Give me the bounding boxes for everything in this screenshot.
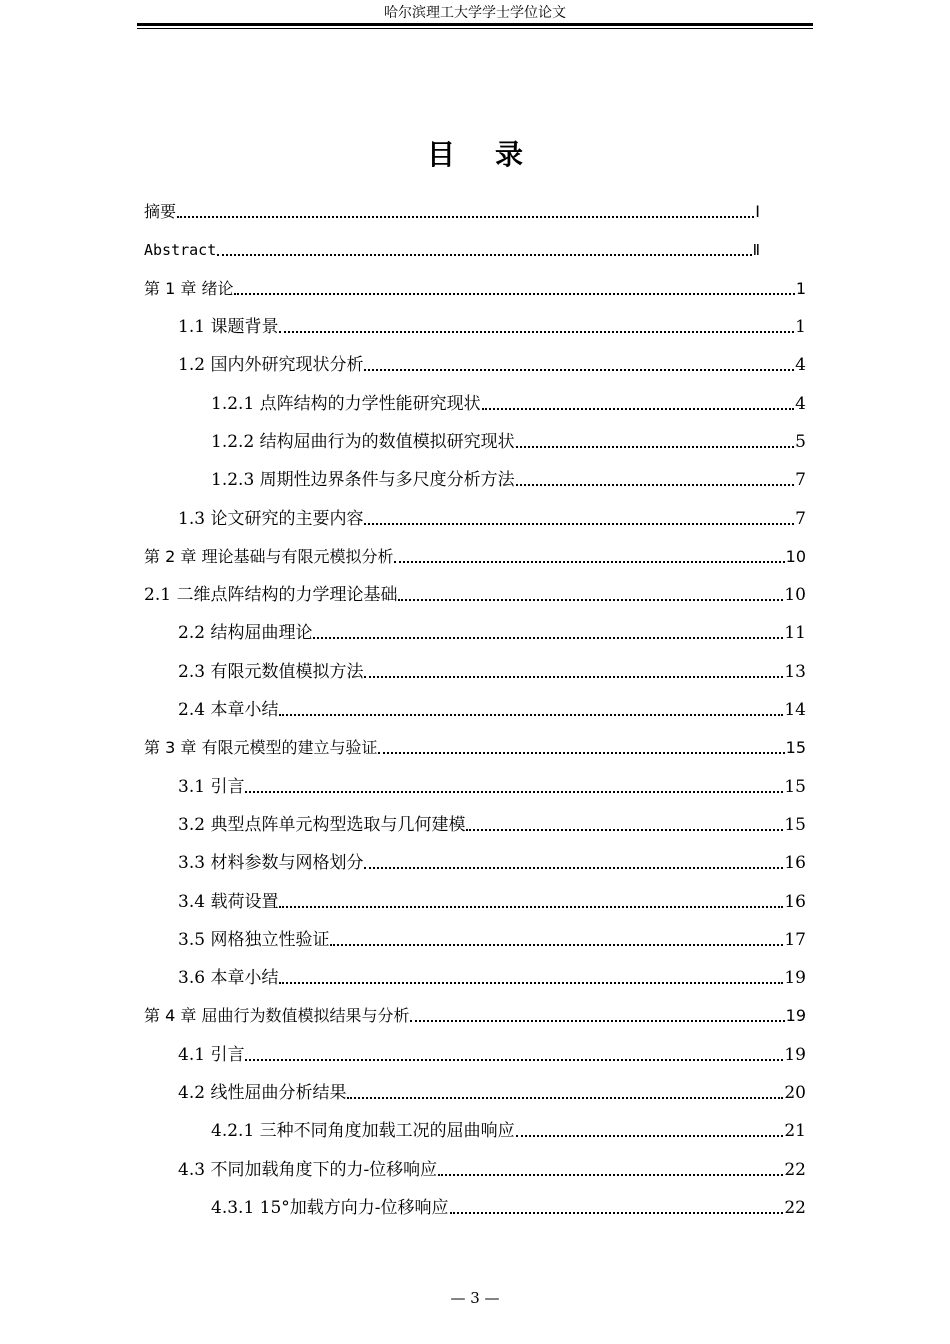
toc-entry-page: 1 — [795, 279, 806, 298]
toc-entry-label: 4.2.1 三种不同角度加载工况的屈曲响应 — [211, 1121, 515, 1141]
page-title: 目录 — [426, 138, 563, 171]
toc-entry-page: 20 — [784, 1083, 806, 1103]
toc-entry-label: 2.2 结构屈曲理论 — [178, 623, 313, 643]
toc-entry-chapter-1[interactable] — [144, 278, 806, 300]
toc-entry-page: 15 — [784, 815, 806, 835]
dot-leader — [378, 752, 784, 754]
toc-entry-label: 1.2.2 结构屈曲行为的数值模拟研究现状 — [211, 432, 515, 452]
dot-leader — [394, 561, 784, 563]
toc-entry-section[interactable] — [178, 852, 806, 874]
toc-entry-page: 17 — [784, 930, 806, 950]
toc-entry-page: 1 — [795, 317, 806, 337]
toc-entry-label: 1.2.3 周期性边界条件与多尺度分析方法 — [211, 470, 515, 490]
dot-leader — [245, 1059, 783, 1061]
toc-entry-label: Abstract — [144, 241, 217, 259]
dot-leader — [398, 599, 783, 601]
toc-entry-page: 19 — [785, 1006, 806, 1025]
toc-entry-chapter-2[interactable] — [144, 546, 806, 568]
toc-entry-section[interactable] — [178, 699, 806, 721]
toc-entry-chapter-3[interactable] — [144, 737, 806, 759]
dot-leader — [516, 484, 795, 486]
dot-leader — [466, 829, 783, 831]
toc-entry-section[interactable] — [178, 1159, 806, 1181]
toc-entry-label: 第 1 章 绪论 — [144, 279, 234, 298]
toc-entry-label: 3.2 典型点阵单元构型选取与几何建模 — [178, 815, 466, 835]
dot-leader — [234, 293, 794, 295]
toc-entry-page: 15 — [785, 738, 806, 757]
toc-entry-label: 3.6 本章小结 — [178, 968, 279, 988]
toc-entry-page: I — [755, 202, 760, 221]
toc-entry-page: 4 — [795, 355, 806, 375]
toc-entry-page: 10 — [784, 585, 806, 605]
header-rule — [137, 23, 813, 26]
dot-leader — [450, 1212, 784, 1214]
toc-entry-label: 1.3 论文研究的主要内容 — [178, 509, 364, 529]
toc-entry-label: 3.5 网格独立性验证 — [178, 930, 330, 950]
toc-entry-page: 14 — [784, 700, 806, 720]
toc-entry-page: 19 — [784, 1045, 806, 1065]
toc-entry-section[interactable] — [178, 661, 806, 683]
toc-entry-section[interactable] — [178, 776, 806, 798]
dot-leader — [438, 1174, 783, 1176]
toc-entry-section[interactable] — [178, 316, 806, 338]
toc-entry-abstract-en[interactable] — [144, 239, 760, 261]
dot-leader — [482, 408, 795, 410]
dot-leader — [364, 369, 794, 371]
toc-entry-page: Ⅱ — [752, 241, 760, 259]
toc-entry-chapter-4[interactable] — [144, 1005, 806, 1027]
toc-entry-label: 4.3 不同加载角度下的力-位移响应 — [178, 1160, 438, 1180]
toc-entry-page: 22 — [784, 1198, 806, 1218]
toc-entry-section[interactable] — [178, 967, 806, 989]
dot-leader — [330, 944, 783, 946]
toc-entry-section[interactable] — [178, 891, 806, 913]
toc-entry-page: 21 — [784, 1121, 806, 1141]
dot-leader — [364, 523, 794, 525]
toc-entry-label: 2.3 有限元数值模拟方法 — [178, 662, 364, 682]
toc-entry-label: 2.1 二维点阵结构的力学理论基础 — [144, 585, 398, 605]
toc-entry-subsection[interactable] — [211, 469, 806, 491]
dot-leader — [279, 714, 783, 716]
toc-entry-subsection[interactable] — [211, 431, 806, 453]
toc-entry-label: 3.1 引言 — [178, 777, 245, 797]
dot-leader — [347, 1097, 783, 1099]
running-header: 哈尔滨理工大学学士学位论文 — [384, 5, 566, 21]
dot-leader — [364, 867, 783, 869]
dot-leader — [313, 637, 783, 639]
toc-entry-section[interactable] — [178, 929, 806, 951]
dot-leader — [217, 254, 751, 256]
dot-leader — [516, 1135, 784, 1137]
toc-entry-page: 7 — [795, 470, 806, 490]
toc-entry-page: 22 — [784, 1160, 806, 1180]
toc-entry-section[interactable] — [178, 354, 806, 376]
toc-entry-page: 4 — [795, 394, 806, 414]
toc-entry-subsection[interactable] — [211, 1120, 806, 1142]
toc-entry-subsection[interactable] — [211, 393, 806, 415]
toc-entry-label: 4.1 引言 — [178, 1045, 245, 1065]
dot-leader — [279, 331, 794, 333]
toc-entry-page: 11 — [784, 623, 806, 643]
dot-leader — [364, 676, 783, 678]
toc-entry-section[interactable] — [178, 622, 806, 644]
toc-entry-page: 13 — [784, 662, 806, 682]
toc-entry-label: 1.1 课题背景 — [178, 317, 279, 337]
toc-entry-label: 1.2.1 点阵结构的力学性能研究现状 — [211, 394, 481, 414]
toc-entry-label: 1.2 国内外研究现状分析 — [178, 355, 364, 375]
toc-entry-abstract-cn[interactable] — [144, 201, 760, 223]
toc-entry-page: 16 — [784, 853, 806, 873]
toc-entry-section[interactable] — [178, 814, 806, 836]
toc-entry-label: 摘要 — [144, 202, 177, 221]
toc-entry-label: 第 3 章 有限元模型的建立与验证 — [144, 738, 378, 757]
toc-entry-section[interactable] — [144, 584, 806, 606]
page-number: — 3 — — [450, 1289, 500, 1307]
toc-entry-label: 2.4 本章小结 — [178, 700, 279, 720]
dot-leader — [279, 906, 783, 908]
header-rule-thin — [137, 28, 813, 29]
toc-entry-page: 19 — [784, 968, 806, 988]
dot-leader — [516, 446, 795, 448]
toc-entry-section[interactable] — [178, 508, 806, 530]
toc-entry-label: 4.2 线性屈曲分析结果 — [178, 1083, 347, 1103]
toc-entry-page: 5 — [795, 432, 806, 452]
toc-entry-label: 3.3 材料参数与网格划分 — [178, 853, 364, 873]
dot-leader — [177, 216, 754, 218]
toc-entry-label: 4.3.1 15°加载方向力-位移响应 — [211, 1198, 449, 1218]
toc-entry-label: 3.4 载荷设置 — [178, 892, 279, 912]
toc-entry-page: 10 — [785, 547, 806, 566]
dot-leader — [279, 982, 783, 984]
toc-entry-page: 7 — [795, 509, 806, 529]
dot-leader — [410, 1020, 784, 1022]
toc-entry-label: 第 4 章 屈曲行为数值模拟结果与分析 — [144, 1006, 410, 1025]
toc-entry-page: 16 — [784, 892, 806, 912]
toc-entry-page: 15 — [784, 777, 806, 797]
toc-entry-section[interactable] — [178, 1082, 806, 1104]
toc-entry-subsection[interactable] — [211, 1197, 806, 1219]
dot-leader — [245, 791, 783, 793]
toc-entry-section[interactable] — [178, 1044, 806, 1066]
toc-entry-label: 第 2 章 理论基础与有限元模拟分析 — [144, 547, 394, 566]
